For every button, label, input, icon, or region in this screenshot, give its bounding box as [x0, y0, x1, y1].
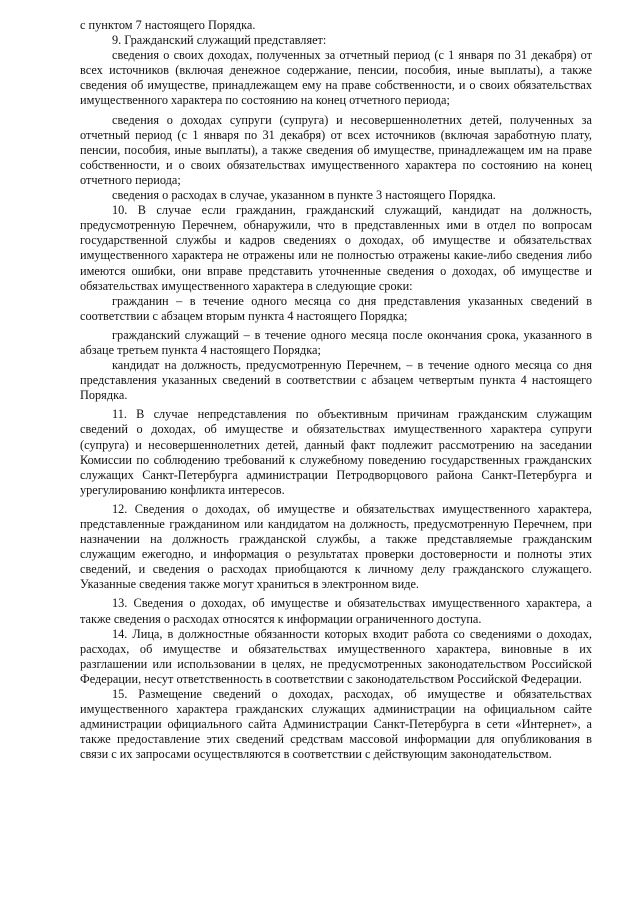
- paragraph-13: 13. Сведения о доходах, об имуществе и обязательствах имущественного характера, а также сведения о расходах относятся к информации ограниченного доступа.: [80, 596, 592, 626]
- paragraph-9: 9. Гражданский служащий представляет:: [112, 33, 327, 48]
- paragraph-12: 12. Сведения о доходах, об имуществе и обязательствах имущественного характера, представленные гражданином или кандидатом на должность, предусмотренную Перечнем, при назначении на должность гражданской службы, а также представляемые гражданским служащим ежегодно, и информация о результатах проверки достоверности и полноты этих сведений, и сведения о расходах приобщаются к личному делу гражданского служащего. Указанные сведения также могут храниться в электронном виде.: [80, 501, 592, 592]
- paragraph-9-item-2: сведения о доходах супруги (супруга) и несовершеннолетних детей, полученных за отчетный период (с 1 января по 31 декабря) от всех источников (включая заработную плату, пенсии, пособия, иные выплаты), а также сведения об имуществе, принадлежащем им на праве собственности, и о своих обязательствах имущественного характера по состоянию на конец отчетного периода;: [80, 112, 592, 187]
- paragraph-10-item-1: гражданин – в течение одного месяца со дня представления указанных сведений в соответствии с абзацем вторым пункта 4 настоящего Порядка;: [80, 293, 592, 323]
- paragraph-9-item-1: сведения о своих доходах, полученных за отчетный период (с 1 января по 31 декабря) от всех источников (включая денежное содержание, пенсии, пособия, иные выплаты), а также сведения об имуществе, принадлежащем ему на праве собственности, и о своих обязательствах имущественного характера по состоянию на конец отчетного периода;: [80, 48, 592, 108]
- paragraph-10-item-2: гражданский служащий – в течение одного месяца после окончания срока, указанного в абзаце третьем пункта 4 настоящего Порядка;: [80, 327, 592, 357]
- paragraph-10: 10. В случае если гражданин, гражданский служащий, кандидат на должность, предусмотренную Перечнем, обнаружили, что в представленных ими в отдел по вопросам государственной службы и кадров сведениях о доходах, об имуществе и обязательствах имущественного характера не отражены или не полностью отражены какие-либо сведения либо имеются ошибки, они вправе представить уточненные сведения о доходах, об имуществе и обязательствах имущественного характера в следующие сроки:: [80, 203, 592, 293]
- paragraph-continuation: с пунктом 7 настоящего Порядка.: [80, 18, 256, 32]
- paragraph-9-item-3: сведения о расходах в случае, указанном в пункте 3 настоящего Порядка.: [112, 188, 496, 203]
- paragraph-15: 15. Размещение сведений о доходах, расходах, об имуществе и обязательствах имущественного характера гражданских служащих администрации на официальном сайте администрации официального сайта Администрации Санкт-Петербурга в сети «Интернет», а также предоставление этих сведений средствам массовой информации для опубликования в связи с их запросами осуществляются в соответствии с действующим законодательством.: [80, 687, 592, 762]
- paragraph-11: 11. В случае непредставления по объективным причинам гражданским служащим сведений о доходах, об имуществе и обязательствах имущественного характера супруги (супруга) и несовершеннолетних детей, данный факт подлежит рассмотрению на заседании Комиссии по соблюдению требований к служебному поведению государственных гражданских служащих Санкт-Петербурга администрации Петродворцового района Санкт-Петербурга и урегулированию конфликта интересов.: [80, 407, 592, 497]
- document-page: [80, 18, 592, 763]
- paragraph-10-item-3: кандидат на должность, предусмотренную Перечнем, – в течение одного месяца со дня представления указанных сведений в соответствии с абзацем четвертым пункта 4 настоящего Порядка.: [80, 358, 592, 403]
- paragraph-14: 14. Лица, в должностные обязанности которых входит работа со сведениями о доходах, расходах, об имуществе и обязательствах имущественного характера, виновные в их разглашении или использовании в целях, не предусмотренных законодательством Российской Федерации, несут ответственность в соответствии с законодательством Российской Федерации.: [80, 626, 592, 686]
